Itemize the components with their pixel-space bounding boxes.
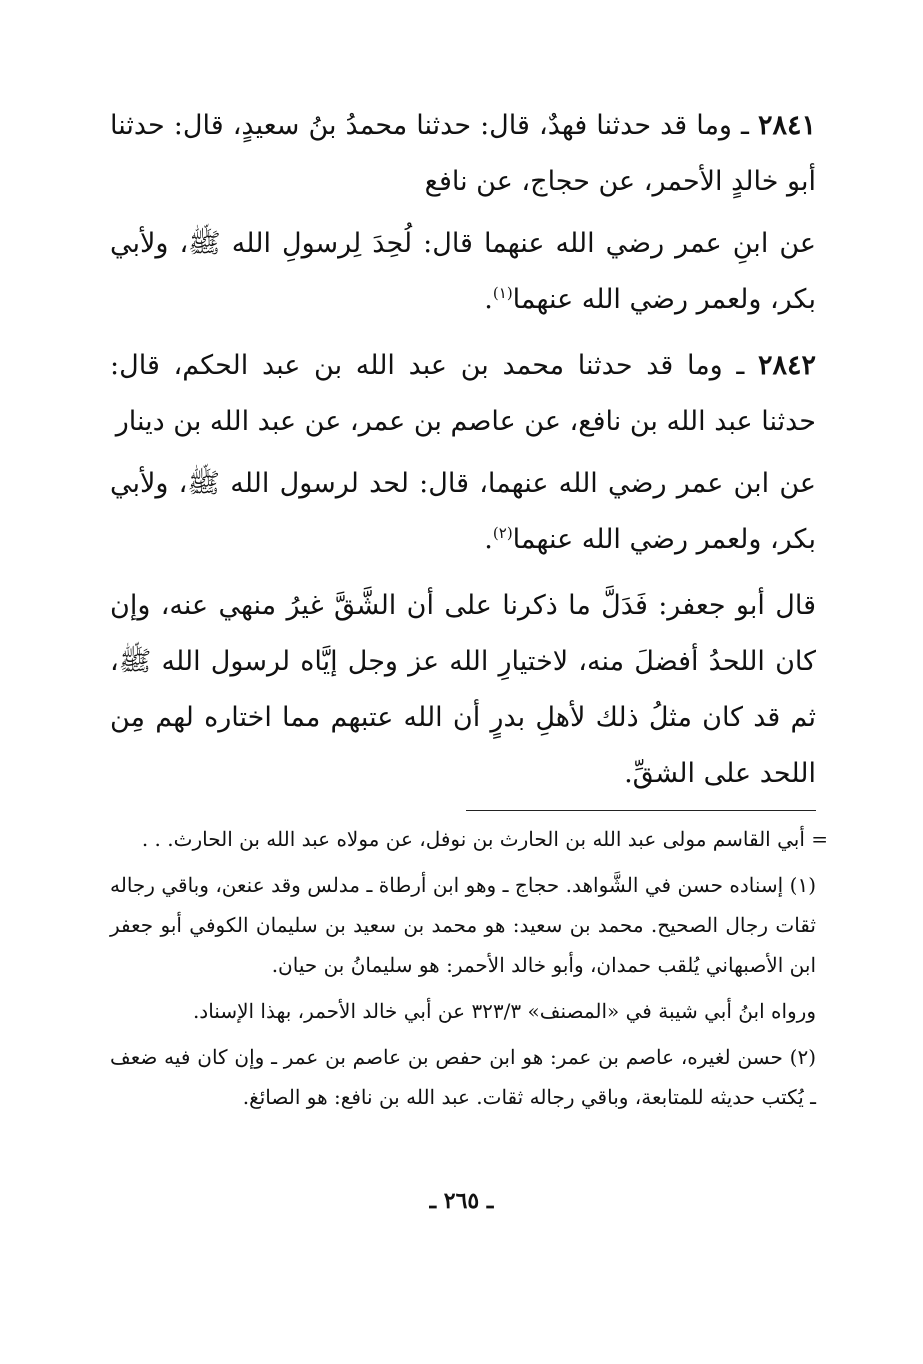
commentary-paragraph: قال أبو جعفر: فَدَلَّ ما ذكرنا على أن الشَّقَّ غيرُ منهي عنه، وإن كان اللحدُ أفضلَ منه، لاختيارِ الله عز وجل إيَّاه لرسول الله ﷺ، ثم قد كان مثلُ ذلك لأهلِ بدرٍ أن الله عتبهم مما اختاره لهم مِن اللحد على الشقِّ. — [110, 590, 816, 789]
isnad-text: ـ وما قد حدثنا فهدٌ، قال: حدثنا محمدُ بنُ سعيدٍ، قال: حدثنا أبو خالدٍ الأحمر، عن حجاج، عن نافع — [110, 110, 816, 197]
hadith-2842-matn — [110, 456, 816, 568]
matn-text: عن ابنِ عمر رضي الله عنهما قال: لُحِدَ لِرسولِ الله ﷺ، ولأبي بكر، ولعمر رضي الله عنهما — [110, 228, 816, 315]
footnote-1: (١) إسناده حسن في الشَّواهد. حجاج ـ وهو ابن أرطاة ـ مدلس وقد عنعن، وباقي رجاله ثقات رجال الصحيح. محمد بن سعيد: هو محمد بن سعيد بن سليمان الكوفي أبو جعفر ابن الأصبهاني يُلقب حمدان، وأبو خالد الأحمر: هو سليمانُ بن حيان. — [110, 873, 816, 977]
hadith-2842-isnad — [110, 338, 816, 450]
page-number: ـ ٢٦٥ ـ — [429, 1188, 494, 1214]
matn-text: عن ابن عمر رضي الله عنهما، قال: لحد لرسول الله ﷺ، ولأبي بكر، ولعمر رضي الله عنهما — [110, 468, 816, 555]
page-body — [110, 98, 828, 1117]
isnad-text: ـ وما قد حدثنا محمد بن عبد الله بن عبد الحكم، قال: حدثنا عبد الله بن نافع، عن عاصم بن عمر، عن عبد الله بن دينار — [110, 350, 816, 437]
hadith-number: ٢٨٤١ — [757, 110, 816, 141]
footnote-divider — [466, 810, 816, 811]
footnote-ref-1[interactable]: (١) — [492, 284, 513, 302]
hadith-2841-isnad — [110, 98, 816, 210]
hadith-2841-matn — [110, 216, 816, 328]
footnote-2: (٢) حسن لغيره، عاصم بن عمر: هو ابن حفص بن عاصم بن عمر ـ وإن كان فيه ضعف ـ يُكتب حديثه للمتابعة، وباقي رجاله ثقات. عبد الله بن نافع: هو الصائغ. — [110, 1045, 816, 1109]
matn-end: . — [484, 524, 493, 555]
footnote-ref-2[interactable]: (٢) — [492, 524, 513, 542]
hadith-number: ٢٨٤٢ — [757, 350, 816, 381]
matn-end: . — [484, 284, 493, 315]
footnote-1-extra: ورواه ابنُ أبي شيبة في «المصنف» ٣٢٣/٣ عن أبي خالد الأحمر، بهذا الإسناد. — [192, 999, 816, 1023]
footnote-continuation: = أبي القاسم مولى عبد الله بن الحارث بن نوفل، عن مولاه عبد الله بن الحارث. . . — [141, 827, 828, 851]
